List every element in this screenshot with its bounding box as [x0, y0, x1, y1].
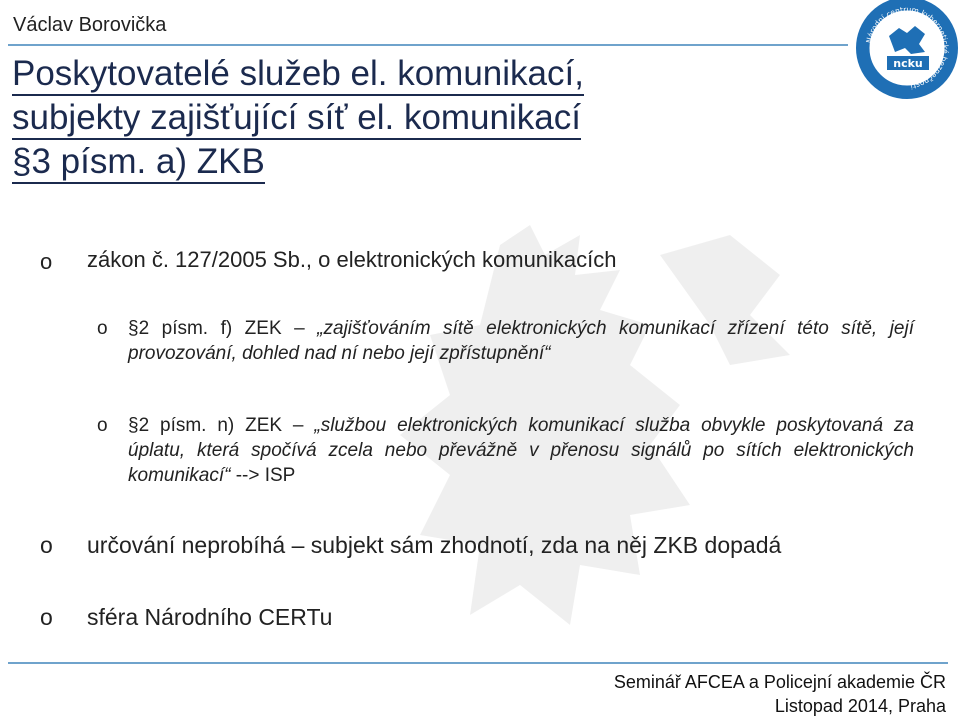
list-item-cert [40, 604, 332, 631]
header-divider [8, 44, 848, 46]
footer-date: Listopad 2014, Praha [774, 696, 946, 716]
zek-f-prefix: §2 písm. f) ZEK – [128, 318, 318, 339]
bullet-marker: o [40, 532, 53, 558]
footer [614, 670, 946, 718]
zek-f-definition: „zajišťováním sítě elektronických komunikací zřízení této sítě, její provozování, dohled nad ní nebo její zpřístupnění“ [128, 318, 914, 364]
footer-event: Seminář AFCEA a Policejní akademie ČR [613, 672, 946, 692]
title-line-3: §3 písm. a) ZKB [12, 142, 265, 184]
list-item-zek-f [97, 316, 914, 366]
law-text: zákon č. 127/2005 Sb., o elektronických komunikacích [87, 247, 617, 272]
list-item-determination [40, 532, 781, 559]
logo-text: ncku [893, 57, 923, 70]
logo-ring-text: Národní centrum kybernetické bezpečnosti [864, 4, 951, 91]
bullet-marker: o [97, 318, 108, 339]
author-name: Václav Borovička [13, 14, 167, 36]
zek-n-prefix: §2 písm. n) ZEK – [128, 415, 315, 436]
cert-text: sféra Národního CERTu [87, 604, 333, 630]
bullet-marker: o [40, 249, 53, 274]
bullet-marker: o [97, 415, 108, 436]
determination-text: určování neprobíhá – subjekt sám zhodnotí, zda na něj ZKB dopadá [87, 532, 782, 558]
title-line-1: Poskytovatelé služeb el. komunikací, [12, 54, 584, 96]
ncku-logo-icon [855, 0, 960, 100]
title-line-2: subjekty zajišťující síť el. komunikací [12, 98, 581, 140]
zek-n-suffix: --> ISP [230, 465, 296, 486]
zek-n-definition: „službou elektronických komunikací služba obvykle poskytovaná za úplatu, která spočívá zcela nebo převážně v přenosu signálů po sítích elektronických komunikací“ [128, 415, 914, 486]
bullet-marker: o [40, 604, 53, 630]
footer-divider [8, 662, 948, 664]
slide-title [12, 52, 584, 184]
list-item-zek-n [97, 413, 914, 488]
